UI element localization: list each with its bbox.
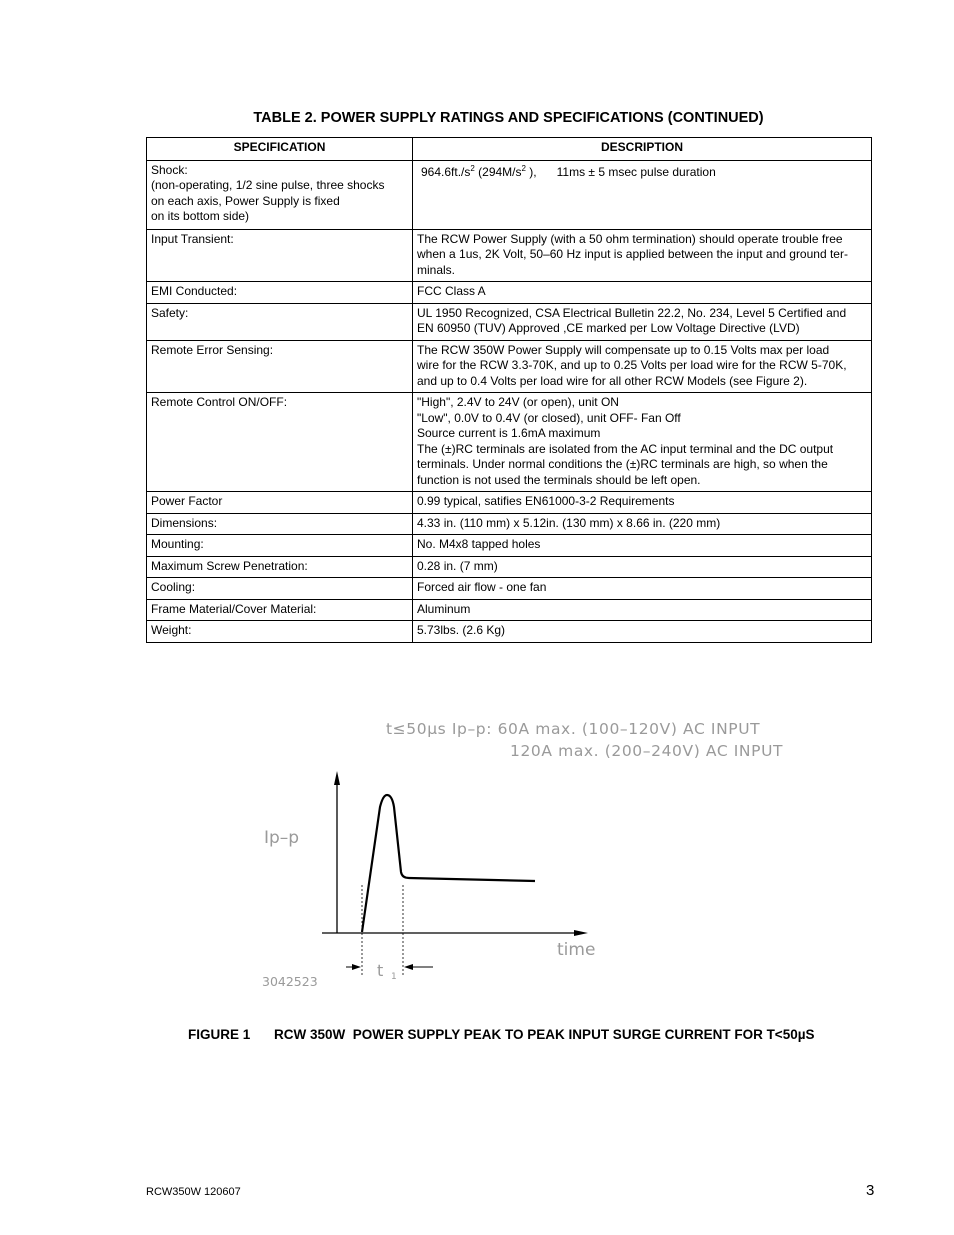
table-row — [147, 393, 872, 492]
table-row-shock — [147, 160, 872, 229]
spec-cell: Remote Control ON/OFF: — [147, 393, 413, 492]
spec-cell: Frame Material/Cover Material: — [147, 599, 413, 621]
desc-line: function is not used the terminals should be left open. — [417, 472, 701, 487]
figure-number: FIGURE 1 — [188, 1027, 251, 1042]
desc-cell — [413, 393, 872, 492]
desc-line: FCC Class A — [417, 284, 486, 298]
desc-cell — [413, 621, 872, 643]
spec-cell: Weight: — [147, 621, 413, 643]
shock-spec-line: (non-operating, 1/2 sine pulse, three shocks — [151, 178, 385, 192]
surge-current-figure — [250, 705, 810, 1005]
spec-cell: EMI Conducted: — [147, 282, 413, 304]
figure-caption-text: RCW 350W POWER SUPPLY PEAK TO PEAK INPUT SURGE CURRENT FOR T<50µS — [274, 1027, 815, 1042]
spec-cell: Cooling: — [147, 578, 413, 600]
shock-accel-ft-exp: 2 — [470, 163, 475, 173]
desc-line: EN 60950 (TUV) Approved ,CE marked per Low Voltage Directive (LVD) — [417, 321, 800, 335]
table-header-row — [147, 138, 872, 161]
table-row — [147, 282, 872, 304]
header-specification: SPECIFICATION — [147, 138, 413, 161]
header-description: DESCRIPTION — [413, 138, 872, 161]
desc-cell — [413, 282, 872, 304]
figure-annotation-line2: 120A max. (200–240V) AC INPUT — [510, 742, 784, 760]
figure-annotation-line1: t≤50μs Ip–p: 60A max. (100–120V) AC INPUT — [386, 720, 761, 738]
table-row — [147, 229, 872, 282]
surge-curve — [362, 795, 535, 932]
shock-accel-m: (294M/s — [474, 164, 522, 179]
desc-line: 0.99 typical, satifies EN61000-3-2 Requirements — [417, 494, 675, 508]
desc-cell — [413, 535, 872, 557]
table-row — [147, 492, 872, 514]
spec-cell: Remote Error Sensing: — [147, 340, 413, 393]
desc-line: 5.73lbs. (2.6 Kg) — [417, 623, 506, 637]
table-row — [147, 303, 872, 340]
shock-value — [417, 163, 867, 181]
desc-cell — [413, 513, 872, 535]
desc-cell — [413, 340, 872, 393]
table-row — [147, 340, 872, 393]
desc-cell — [413, 229, 872, 282]
shock-spec-cell — [147, 160, 413, 229]
x-axis-label: time — [557, 940, 596, 960]
t1-arrow-left-head — [352, 964, 361, 970]
desc-cell — [413, 578, 872, 600]
y-axis-arrow — [334, 771, 340, 785]
desc-line: No. M4x8 tapped holes — [417, 537, 541, 551]
table-row — [147, 556, 872, 578]
page-number: 3 — [866, 1182, 875, 1199]
desc-cell — [413, 492, 872, 514]
desc-cell — [413, 556, 872, 578]
spec-cell: Maximum Screw Penetration: — [147, 556, 413, 578]
table-row — [147, 578, 872, 600]
t1-arrow-right-head — [404, 964, 413, 970]
footer-doc-id: RCW350W 120607 — [146, 1186, 241, 1198]
spec-cell: Mounting: — [147, 535, 413, 557]
desc-cell — [413, 599, 872, 621]
spec-cell: Dimensions: — [147, 513, 413, 535]
desc-line: and up to 0.4 Volts per load wire for all other RCW Models (see Figure 2). — [417, 373, 808, 388]
x-axis-arrow — [574, 930, 588, 936]
shock-duration: 11ms ± 5 msec pulse duration — [556, 164, 716, 179]
desc-line: wire for the RCW 3.3-70K, and up to 0.25 Volts per load wire for the RCW 5-70K, — [417, 358, 847, 372]
t1-subscript: 1 — [391, 972, 397, 982]
desc-line: "Low", 0.0V to 0.4V (or closed), unit OFF- Fan Off — [417, 410, 681, 425]
table-row — [147, 535, 872, 557]
desc-line: The (±)RC terminals are isolated from the AC input terminal and the DC output — [417, 441, 834, 456]
spec-cell: Power Factor — [147, 492, 413, 514]
t1-label: t — [377, 961, 384, 980]
desc-line: The RCW 350W Power Supply will compensate up to 0.15 Volts max per load — [417, 342, 830, 357]
desc-line: Forced air flow - one fan — [417, 580, 547, 594]
desc-line: Aluminum — [417, 601, 471, 616]
y-axis-label: Ip–p — [264, 828, 300, 848]
axes — [322, 771, 588, 936]
desc-line: Source current is 1.6mA maximum — [417, 426, 601, 440]
shock-spec-line: Shock: — [151, 162, 188, 177]
table-row — [147, 513, 872, 535]
spec-cell: Safety: — [147, 303, 413, 340]
spec-cell: Input Transient: — [147, 229, 413, 282]
shock-accel-m-exp: 2 — [521, 163, 526, 173]
desc-line: minals. — [417, 262, 456, 277]
desc-line: The RCW Power Supply (with a 50 ohm termination) should operate trouble free — [417, 231, 843, 246]
shock-spec-line: on its bottom side) — [151, 209, 250, 223]
shock-accel-close: ), — [525, 164, 537, 179]
desc-line: 0.28 in. (7 mm) — [417, 558, 498, 573]
desc-line: terminals. Under normal conditions the (±)RC terminals are high, so when the — [417, 457, 828, 471]
drawing-id: 3042523 — [262, 974, 318, 989]
desc-line: when a 1us, 2K Volt, 50–60 Hz input is applied between the input and ground ter- — [417, 247, 848, 261]
table-row — [147, 621, 872, 643]
table-row — [147, 599, 872, 621]
desc-line: "High", 2.4V to 24V (or open), unit ON — [417, 395, 619, 409]
shock-desc-cell — [413, 160, 872, 229]
desc-line: 4.33 in. (110 mm) x 5.12in. (130 mm) x 8.66 in. (220 mm) — [417, 515, 721, 530]
spec-table — [146, 137, 872, 643]
table-title: TABLE 2. POWER SUPPLY RATINGS AND SPECIFICATIONS (CONTINUED) — [253, 110, 764, 126]
shock-accel-ft: 964.6ft./s — [421, 164, 471, 179]
desc-line: UL 1950 Recognized, CSA Electrical Bulletin 22.2, No. 234, Level 5 Certified and — [417, 305, 847, 320]
desc-cell — [413, 303, 872, 340]
shock-spec-line: on each axis, Power Supply is fixed — [151, 193, 340, 208]
figure-caption — [188, 1027, 815, 1042]
